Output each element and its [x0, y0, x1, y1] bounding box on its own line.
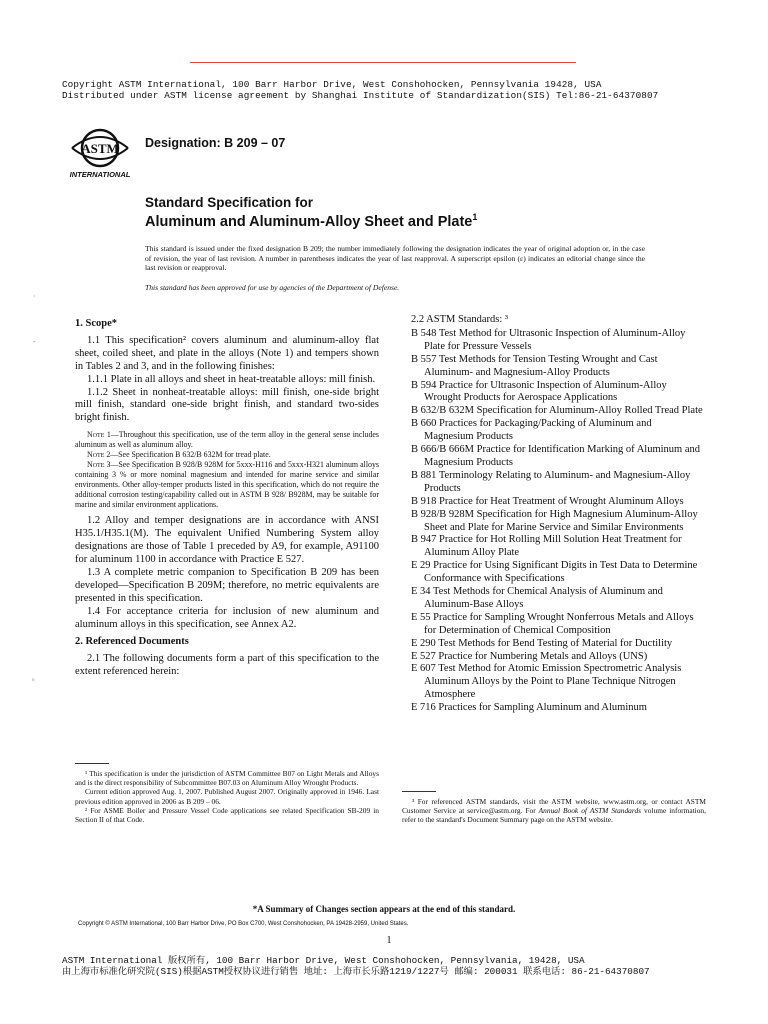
intro-paragraph: This standard is issued under the fixed designation B 209; the number immediately following the designation indicates the year of original adoption or, in the case of revision, the year of last revision. A number in parentheses indicates the year of last reapproval. A superscript epsilon (ε) indicates an editorial change since the last revision or reapproval.: [145, 244, 645, 273]
distribution-footer: [62, 955, 650, 977]
reference-item: B 557 Test Methods for Tension Testing Wrought and Cast Aluminum- and Magnesium-Alloy Products: [411, 353, 658, 378]
para-1-4: 1.4 For acceptance criteria for inclusion of new aluminum and aluminum alloys in this specification, see Annex A2.: [75, 605, 379, 630]
left-column: [75, 318, 379, 679]
reference-item: B 881 Terminology Relating to Aluminum- and Magnesium-Alloy Products: [411, 469, 691, 494]
reference-list: [411, 328, 703, 715]
reference-item: E 290 Test Methods for Bend Testing of Material for Ductility: [411, 637, 673, 649]
astm-logo-icon: [62, 128, 138, 180]
note-1: Note 1—Throughout this specification, use of the term alloy in the general sense includes aluminum as well as aluminum alloy.: [75, 430, 379, 450]
header-rule: [190, 62, 576, 63]
para-1-1: 1.1 This specification² covers aluminum and aluminum-alloy flat sheet, coiled sheet, and plate in the alloys (Note 1) and tempers shown in Tables 2 and 3, and in the following finishes:: [75, 334, 379, 372]
title-footnote-ref: 1: [472, 212, 478, 222]
note-3: Note 3—See Specification B 928/B 928M for 5xxx-H116 and 5xxx-H321 aluminum alloys containing 3 % or more nominal magnesium and intended for marine service and similar environments. Other alloy-temper products listed in this specification, which do not require the additional corrosion testing/capability called out in ASTM B 928/ B928M, may be suitable for marine and similar environment applications.: [75, 460, 379, 510]
title-text: Aluminum and Aluminum-Alloy Sheet and Plate: [145, 213, 473, 230]
reference-item: E 29 Practice for Using Significant Digits in Test Data to Determine Conformance with Specifications: [411, 560, 698, 585]
reference-item: E 607 Test Method for Atomic Emission Spectrometric Analysis Aluminum Alloys by the Point to Plane Technique Nitrogen Atmosphere: [411, 663, 682, 701]
footer-line-2: 由上海市标准化研究院(SIS)根据ASTM授权协议进行销售 地址: 上海市长乐路1219/1227号 邮编: 200031 联系电话: 86-21-64370807: [62, 966, 650, 977]
right-column: [411, 314, 703, 715]
reference-item: E 34 Test Methods for Chemical Analysis of Aluminum and Aluminum-Base Alloys: [411, 586, 663, 610]
reference-item: E 55 Practice for Sampling Wrought Nonferrous Metals and Alloys for Determination of Chemical Composition: [411, 611, 694, 636]
reference-item: B 594 Practice for Ultrasonic Inspection of Aluminum-Alloy Wrought Products for Aerospace Applications: [411, 379, 667, 404]
title-line-1: Standard Specification for: [145, 195, 314, 210]
footnotes-right: [402, 797, 706, 825]
scope-heading: 1. Scope*: [75, 318, 117, 329]
reference-item: B 632/B 632M Specification for Aluminum-Alloy Rolled Tread Plate: [411, 405, 703, 417]
footer-line-1: ASTM International 版权所有, 100 Barr Harbor Drive, West Conshohocken, Pennsylvania, 19428, USA: [62, 955, 585, 966]
footnotes-left: [75, 769, 379, 824]
reference-item: B 928/B 928M Specification for High Magnesium Aluminum-Alloy Sheet and Plate for Marine Service and Similar Environments: [411, 508, 698, 533]
footnote-1: ¹ This specification is under the jurisdiction of ASTM Committee B07 on Light Metals and Alloys and is the direct responsibility of Subcommittee B07.03 on Aluminum Alloy Wrought Products.: [75, 769, 379, 788]
referenced-documents-heading: 2. Referenced Documents: [75, 636, 189, 648]
approval-note: This standard has been approved for use by agencies of the Department of Defense.: [145, 283, 400, 292]
header-line-2: Distributed under ASTM license agreement by Shanghai Institute of Standardization(SIS) Tel:86-21-64370807: [62, 90, 659, 101]
margin-mark: º: [32, 677, 35, 686]
summary-of-changes-note: *A Summary of Changes section appears at the end of this standard.: [252, 904, 516, 914]
footnote-2: ² For ASME Boiler and Pressure Vessel Code applications see related Specification SB-209 in Section II of that Code.: [75, 805, 379, 825]
reference-item: B 666/B 666M Practice for Identification Marking of Aluminum and Magnesium Products: [411, 444, 700, 468]
note-2: Note 2—See Specification B 632/B 632M for tread plate.: [87, 450, 271, 460]
para-1-1-2: 1.1.2 Sheet in nonheat-treatable alloys: mill finish, one-side bright mill finish, standard one-side bright finish, and standard two-sides bright finish.: [75, 386, 379, 424]
distribution-header: [62, 79, 658, 101]
footnote-rule-right: [402, 791, 436, 792]
reference-item: E 527 Practice for Numbering Metals and Alloys (UNS): [411, 650, 648, 662]
logo-text: INTERNATIONAL: [69, 170, 131, 179]
para-1-3: 1.3 A complete metric companion to Specification B 209 has been developed—Specification B 209M; therefore, no metric equivalents are presented in this specification.: [75, 566, 379, 604]
para-1-1-1: 1.1.1 Plate in all alloys and sheet in heat-treatable alloys: mill finish.: [87, 373, 376, 385]
margin-mark: -: [33, 337, 36, 346]
header-line-1: Copyright ASTM International, 100 Barr Harbor Drive, West Conshohocken, Pennsylvania 19428, USA: [62, 79, 602, 90]
para-1-2: 1.2 Alloy and temper designations are in accordance with ANSI H35.1/H35.1(M). The equivalent Unified Numbering System alloy designations are those of Table 1 preceded by A9, for example, A91100 for aluminum 1100 in accordance with Practice E 527.: [75, 515, 379, 565]
astm-standards-heading: 2.2 ASTM Standards: ³: [411, 314, 509, 325]
reference-item: B 918 Practice for Heat Treatment of Wrought Aluminum Alloys: [411, 495, 684, 507]
footnote-rule-left: [75, 763, 109, 764]
designation: Designation: B 209 – 07: [145, 136, 286, 150]
footnote-1-edition: Current edition approved Aug. 1, 2007. Published August 2007. Originally approved in 1946. Last previous edition approved in 2006 as B 209 – 06.: [75, 787, 379, 806]
reference-item: B 548 Test Method for Ultrasonic Inspection of Aluminum-Alloy Plate for Pressure Vessels: [411, 327, 686, 352]
copyright-line: Copyright © ASTM International, 100 Barr Harbor Drive, PO Box C700, West Conshohocken, PA 19428-2959, United States.: [78, 921, 409, 927]
footnote-3: ³ For referenced ASTM standards, visit the ASTM website, www.astm.org, or contact ASTM Customer Service at service@astm.org. For Annual Book of ASTM Standards volume information, refer to the standard's Document Summary page on the ASTM website.: [402, 797, 706, 825]
reference-item: B 947 Practice for Hot Rolling Mill Solution Heat Treatment for Aluminum Alloy Plate: [411, 534, 682, 559]
margin-mark: ·: [33, 292, 36, 301]
svg-text:ASTM: ASTM: [81, 141, 119, 156]
title-line-2: [145, 212, 477, 230]
para-2-1: 2.1 The following documents form a part of this specification to the extent referenced herein:: [75, 653, 379, 678]
reference-item: B 660 Practices for Packaging/Packing of Aluminum and Magnesium Products: [411, 418, 652, 443]
page-number: 1: [386, 935, 392, 946]
reference-item: E 716 Practices for Sampling Aluminum and Aluminum: [411, 702, 647, 714]
astm-logo: [62, 128, 138, 180]
